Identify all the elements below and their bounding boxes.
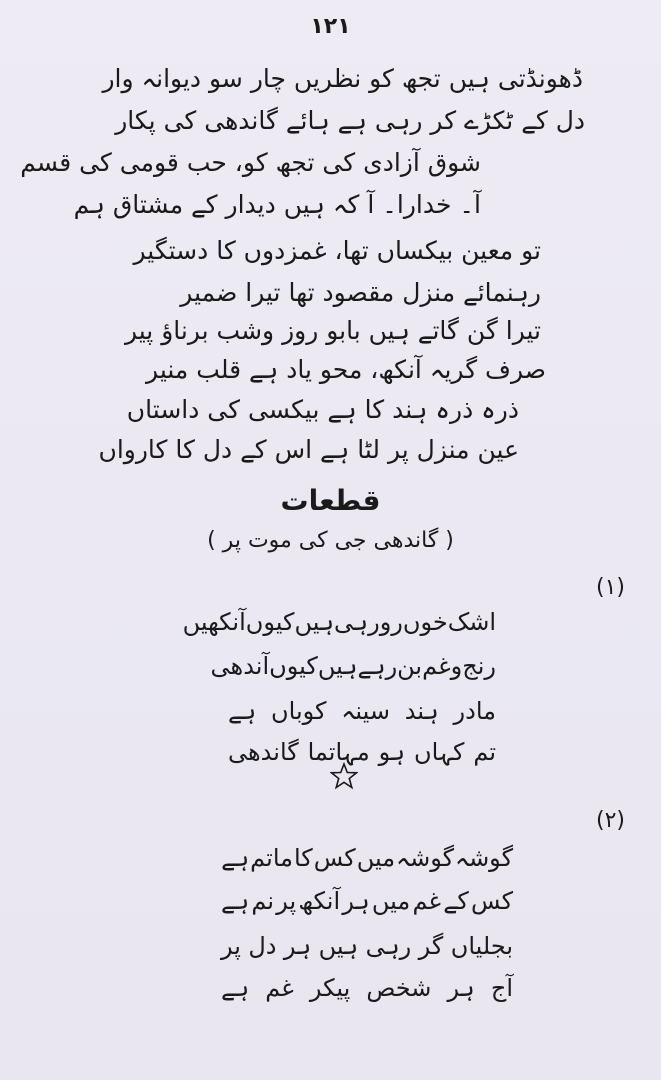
poem-line: تیرا گن گاتے ہیں بابو روز وشب برناؤ پیر — [124, 316, 541, 345]
qita-word: اشک — [447, 608, 496, 636]
qita-word: کس — [470, 887, 513, 915]
qita-word: گوشہ — [396, 844, 455, 872]
page-number: ۱۲۱ — [310, 14, 351, 39]
qita-word: ہیں — [317, 652, 358, 680]
poem-line: تو معین بیکساں تھا، غمزدوں کا دستگیر — [133, 236, 541, 265]
qita-word: خوں — [402, 608, 448, 636]
poem-line: صرف گریہ آنکھ، محو یاد ہے قلب منیر — [146, 355, 546, 384]
qita-line — [221, 932, 513, 960]
qita-word: غم — [412, 887, 442, 915]
qita-word: رو — [379, 608, 403, 636]
poem-line: رہنمائے منزل مقصود تھا تیرا ضمیر — [180, 278, 541, 307]
qita-word: مادر — [453, 697, 496, 725]
star-ornament-icon — [330, 762, 358, 790]
qita-word: میں — [356, 844, 396, 872]
qita-line — [221, 974, 513, 1002]
stanza-number: (۱) — [595, 575, 625, 600]
qita-word: ہے — [221, 887, 250, 915]
qita-word: ہے — [221, 844, 250, 872]
qita-word: شخص — [366, 974, 432, 1002]
qita-line — [228, 738, 496, 766]
qita-word: کیوں — [269, 652, 318, 680]
qita-word: آندھی — [210, 652, 270, 680]
qita-word: دل — [248, 932, 277, 960]
qita-word: ہر — [283, 932, 312, 960]
qita-word: ہیں — [294, 608, 335, 636]
poem-line: دل کے ٹکڑے کر رہی ہے ہائے گاندھی کی پکار — [115, 106, 585, 135]
qita-word: گر — [418, 932, 444, 960]
qita-word: سینہ — [341, 697, 390, 725]
qita-word: ہند — [404, 697, 439, 725]
qita-word: بجلیاں — [450, 932, 513, 960]
qita-word: کہاں — [414, 738, 465, 766]
section-heading: قطعات — [280, 484, 381, 517]
qita-line — [221, 844, 513, 872]
poem-line: آ۔ خدارا۔ آ کہ ہیں دیدار کے مشتاق ہم — [73, 190, 481, 219]
qita-line — [221, 887, 513, 915]
qita-word: ہر — [342, 887, 370, 915]
qita-word: پر — [221, 932, 241, 960]
poem-line: عین منزل پر لٹا ہے اس کے دل کا کارواں — [98, 435, 519, 464]
qita-word: بن — [397, 652, 423, 680]
qita-word: رہے — [357, 652, 398, 680]
qita-word: ہے — [221, 974, 250, 1002]
qita-word: غم — [265, 974, 294, 1002]
qita-word: کا — [293, 844, 313, 872]
qita-word: ہر — [447, 974, 475, 1002]
qita-word: ہیں — [318, 932, 359, 960]
qita-word: ماتم — [250, 844, 293, 872]
qita-word: رہی — [365, 932, 412, 960]
qita-word: رنج — [462, 652, 496, 680]
qita-word: آنکھیں — [182, 608, 246, 636]
qita-line — [228, 697, 496, 725]
qita-word: گوشہ — [455, 844, 513, 872]
qita-line — [210, 652, 496, 680]
qita-word: وغم — [422, 652, 463, 680]
stanza-number: (۲) — [595, 808, 625, 833]
qita-word: کوباں — [271, 697, 327, 725]
poem-line: ڈھونڈتی ہیں تجھ کو نظریں چار سو دیوانہ وار — [102, 64, 583, 93]
qita-word: ہو — [378, 738, 406, 766]
qita-line — [182, 608, 496, 636]
qita-word: پر — [276, 887, 297, 915]
qita-word: کس — [313, 844, 356, 872]
qita-word: تم — [473, 738, 496, 766]
qita-word: پیکر — [309, 974, 351, 1002]
qita-word: میں — [371, 887, 411, 915]
qita-word: کے — [443, 887, 469, 915]
section-subheading: ( گاندھی جی کی موت پر ) — [207, 528, 454, 553]
qita-word: گاندھی — [228, 738, 299, 766]
qita-word: ہے — [228, 697, 257, 725]
qita-word: آنکھ — [298, 887, 341, 915]
qita-word: آج — [490, 974, 513, 1002]
poem-line: شوق آزادی کی تجھ کو، حب قومی کی قسم — [20, 148, 481, 177]
qita-word: مہاتما — [307, 738, 370, 766]
qita-word: کیوں — [245, 608, 295, 636]
qita-word: رہی — [334, 608, 380, 636]
qita-word: نم — [251, 887, 275, 915]
poem-line: ذرہ ذرہ ہند کا ہے بیکسی کی داستاں — [126, 395, 519, 424]
